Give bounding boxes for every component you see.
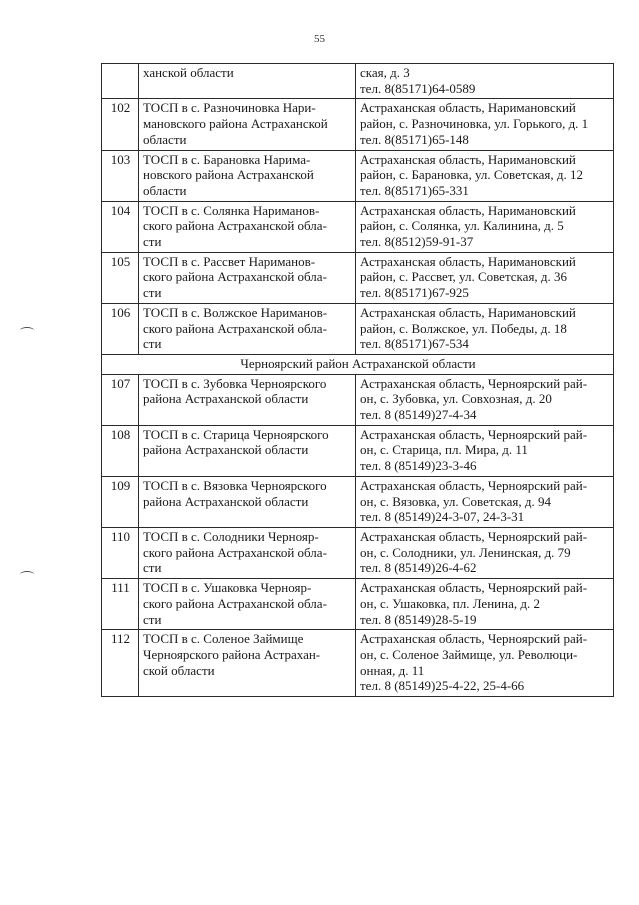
office-name-line: района Астраханской области bbox=[143, 442, 309, 458]
office-name-cell bbox=[139, 425, 356, 476]
address-cell bbox=[356, 630, 614, 697]
address-line: тел. 8(85171)65-331 bbox=[360, 182, 469, 198]
office-name-cell bbox=[139, 201, 356, 252]
office-name-line: ТОСП в с. Рассвет Нариманов- bbox=[143, 253, 316, 269]
address-cell bbox=[356, 99, 614, 150]
table-row bbox=[102, 303, 614, 354]
table-row bbox=[102, 201, 614, 252]
office-name-line: ТОСП в с. Старица Черноярского bbox=[143, 426, 329, 442]
row-number: 103 bbox=[102, 150, 139, 201]
section-title: Черноярский район Астраханской области bbox=[102, 354, 614, 374]
row-number: 106 bbox=[102, 303, 139, 354]
address-line: тел. 8(85171)67-925 bbox=[360, 285, 469, 301]
address-line: он, с. Соленое Займище, ул. Революци- bbox=[360, 646, 578, 662]
address-line: Астраханская область, Наримановский bbox=[360, 151, 576, 167]
address-line: Астраханская область, Черноярский рай- bbox=[360, 528, 588, 544]
office-name-cell bbox=[139, 476, 356, 527]
office-name-line: области bbox=[143, 182, 187, 198]
address-cell bbox=[356, 579, 614, 630]
office-name-line: ТОСП в с. Зубовка Черноярского bbox=[143, 375, 327, 391]
office-name-line: ТОСП в с. Вязовка Черноярского bbox=[143, 477, 327, 493]
registry-table-body bbox=[102, 64, 614, 697]
office-name-line: ТОСП в с. Волжское Нариманов- bbox=[143, 304, 328, 320]
address-line: Астраханская область, Черноярский рай- bbox=[360, 631, 588, 647]
office-name-line: ТОСП в с. Барановка Нарима- bbox=[143, 151, 311, 167]
address-line: Астраханская область, Черноярский рай- bbox=[360, 477, 588, 493]
office-name-cell bbox=[139, 374, 356, 425]
table-row bbox=[102, 374, 614, 425]
section-header-row bbox=[102, 354, 614, 374]
office-name-line: новского района Астраханской bbox=[143, 167, 314, 183]
address-line: район, с. Волжское, ул. Победы, д. 18 bbox=[360, 320, 567, 336]
office-name-line: Черноярского района Астрахан- bbox=[143, 646, 321, 662]
address-line: онная, д. 11 bbox=[360, 662, 425, 678]
address-line: ская, д. 3 bbox=[360, 65, 410, 80]
address-line: тел. 8(85171)64-0589 bbox=[360, 80, 476, 96]
office-name-cell bbox=[139, 303, 356, 354]
row-number: 108 bbox=[102, 425, 139, 476]
address-cell bbox=[356, 476, 614, 527]
office-name-line: района Астраханской области bbox=[143, 493, 309, 509]
office-name-line: ТОСП в с. Ушаковка Чернояр- bbox=[143, 580, 312, 596]
scan-mark-upper bbox=[20, 327, 34, 334]
address-cell bbox=[356, 201, 614, 252]
office-name-line: мановского района Астраханской bbox=[143, 116, 328, 132]
office-name-line: ТОСП в с. Солодники Чернояр- bbox=[143, 528, 319, 544]
office-name-cell bbox=[139, 527, 356, 578]
address-cell bbox=[356, 374, 614, 425]
table-row bbox=[102, 150, 614, 201]
office-name-line: ского района Астраханской обла- bbox=[143, 269, 327, 285]
address-cell bbox=[356, 150, 614, 201]
address-line: тел. 8(85171)67-534 bbox=[360, 336, 469, 352]
row-number bbox=[102, 64, 139, 99]
address-line: район, с. Солянка, ул. Калинина, д. 5 bbox=[360, 218, 564, 234]
row-number: 105 bbox=[102, 252, 139, 303]
address-line: он, с. Ушаковка, пл. Ленина, д. 2 bbox=[360, 595, 540, 611]
row-number: 102 bbox=[102, 99, 139, 150]
address-cell bbox=[356, 64, 614, 99]
address-line: тел. 8 (85149)28-5-19 bbox=[360, 611, 477, 627]
address-line: он, с. Зубовка, ул. Совхозная, д. 20 bbox=[360, 391, 552, 407]
row-number: 107 bbox=[102, 374, 139, 425]
address-cell bbox=[356, 303, 614, 354]
address-line: тел. 8(85171)65-148 bbox=[360, 131, 469, 147]
office-name-cell bbox=[139, 150, 356, 201]
address-line: Астраханская область, Черноярский рай- bbox=[360, 580, 588, 596]
address-line: он, с. Вязовка, ул. Советская, д. 94 bbox=[360, 493, 551, 509]
office-name-line: области bbox=[143, 131, 187, 147]
office-name-line: ханской области bbox=[143, 65, 234, 80]
office-name-line: ТОСП в с. Соленое Займище bbox=[143, 631, 304, 647]
table-row bbox=[102, 425, 614, 476]
table-row bbox=[102, 579, 614, 630]
office-name-line: ского района Астраханской обла- bbox=[143, 595, 327, 611]
address-line: он, с. Солодники, ул. Ленинская, д. 79 bbox=[360, 544, 571, 560]
office-name-line: ТОСП в с. Разночиновка Нари- bbox=[143, 100, 316, 116]
address-cell bbox=[356, 527, 614, 578]
address-line: район, с. Барановка, ул. Советская, д. 12 bbox=[360, 167, 583, 183]
office-name-cell bbox=[139, 64, 356, 99]
office-name-line: ской области bbox=[143, 662, 215, 678]
address-line: тел. 8(8512)59-91-37 bbox=[360, 234, 474, 250]
address-line: Астраханская область, Черноярский рай- bbox=[360, 426, 588, 442]
row-number: 111 bbox=[102, 579, 139, 630]
address-cell bbox=[356, 252, 614, 303]
row-number: 110 bbox=[102, 527, 139, 578]
office-name-cell bbox=[139, 252, 356, 303]
row-number: 109 bbox=[102, 476, 139, 527]
registry-table bbox=[101, 63, 614, 697]
office-name-line: ского района Астраханской обла- bbox=[143, 544, 327, 560]
scan-mark-lower bbox=[20, 571, 34, 578]
office-name-cell bbox=[139, 99, 356, 150]
address-line: район, с. Разночиновка, ул. Горького, д. 1 bbox=[360, 116, 589, 132]
office-name-cell bbox=[139, 579, 356, 630]
office-name-line: сти bbox=[143, 611, 162, 627]
office-name-line: района Астраханской области bbox=[143, 391, 309, 407]
office-name-line: сти bbox=[143, 336, 162, 352]
address-line: тел. 8 (85149)24-3-07, 24-3-31 bbox=[360, 509, 525, 525]
address-cell bbox=[356, 425, 614, 476]
office-name-line: сти bbox=[143, 285, 162, 301]
address-line: Астраханская область, Черноярский рай- bbox=[360, 375, 588, 391]
table-row bbox=[102, 252, 614, 303]
address-line: Астраханская область, Наримановский bbox=[360, 100, 576, 116]
row-number: 104 bbox=[102, 201, 139, 252]
address-line: Астраханская область, Наримановский bbox=[360, 304, 576, 320]
table-row bbox=[102, 99, 614, 150]
address-line: тел. 8 (85149)23-3-46 bbox=[360, 458, 477, 474]
address-line: район, с. Рассвет, ул. Советская, д. 36 bbox=[360, 269, 568, 285]
office-name-line: сти bbox=[143, 560, 162, 576]
address-line: Астраханская область, Наримановский bbox=[360, 202, 576, 218]
address-line: Астраханская область, Наримановский bbox=[360, 253, 576, 269]
table-row bbox=[102, 630, 614, 697]
address-line: тел. 8 (85149)25-4-22, 25-4-66 bbox=[360, 678, 525, 694]
office-name-cell bbox=[139, 630, 356, 697]
address-line: он, с. Старица, пл. Мира, д. 11 bbox=[360, 442, 528, 458]
office-name-line: ского района Астраханской обла- bbox=[143, 218, 327, 234]
office-name-line: сти bbox=[143, 234, 162, 250]
row-number: 112 bbox=[102, 630, 139, 697]
address-line: тел. 8 (85149)27-4-34 bbox=[360, 407, 477, 423]
page-number: 55 bbox=[314, 33, 325, 45]
office-name-line: ТОСП в с. Солянка Нариманов- bbox=[143, 202, 320, 218]
address-line: тел. 8 (85149)26-4-62 bbox=[360, 560, 477, 576]
table-row bbox=[102, 476, 614, 527]
table-row bbox=[102, 527, 614, 578]
table-row-continuation bbox=[102, 64, 614, 99]
office-name-line: ского района Астраханской обла- bbox=[143, 320, 327, 336]
